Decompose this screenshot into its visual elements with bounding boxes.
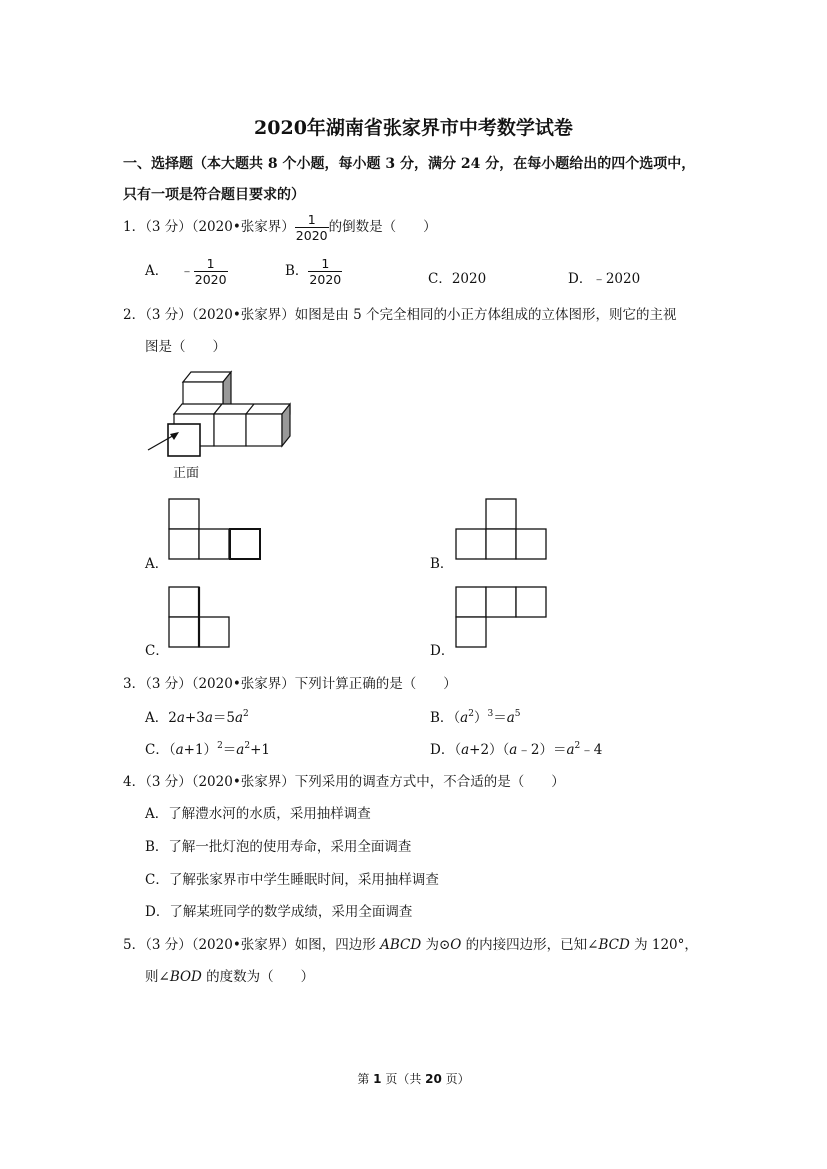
question-4: 4．（3 分）（2020•张家界）下列采用的调查方式中，不合适的是（ ） [123, 774, 565, 790]
q4-option-b: B．了解一批灯泡的使用寿命，采用全面调查 [145, 839, 412, 855]
question-5-line2 [145, 965, 314, 985]
q4-option-c: C．了解张家界市中学生睡眠时间，采用抽样调查 [145, 872, 439, 888]
q3-b-v1: a [460, 710, 469, 726]
q1-option-c: C．2020 [428, 271, 487, 287]
middle-cube-front [214, 414, 246, 446]
q2-option-b: B． [430, 556, 454, 572]
q1-fraction [295, 212, 329, 243]
q5-t2: 为⊙ [421, 937, 451, 953]
q3-a-v3: a [234, 710, 244, 726]
q3-option-b [430, 706, 521, 726]
q3-c-label: C． [145, 742, 169, 758]
q2-option-c: C． [145, 643, 169, 659]
q1-b-label: B． [285, 263, 309, 279]
q3-d-label: D． [430, 742, 455, 758]
q2-option-a-figure [168, 498, 262, 560]
page-title: 2020年湖南省张家界市中考数学试卷 [254, 117, 573, 139]
q3-a-label: A． [145, 710, 169, 726]
q3-b-t2: ） [473, 710, 488, 726]
row-top [214, 404, 290, 414]
q1-a-label: A． [145, 263, 169, 279]
q3-b-exp3: 5 [514, 709, 521, 719]
q1-option-b [285, 256, 342, 287]
q3-c-t4: +1 [250, 742, 270, 758]
q2-option-a: A． [145, 556, 169, 572]
q1-frac-num: 1 [307, 212, 316, 227]
q3-a-t2: +3 [184, 710, 205, 726]
q3-d-t3: ﹣2）＝ [517, 742, 567, 758]
q3-c-exp2: 2 [244, 741, 251, 751]
q3-d-t1: （ [454, 742, 462, 758]
q3-option-a [145, 706, 249, 726]
q4-option-a: A．了解澧水河的水质，采用抽样调查 [145, 806, 371, 822]
q5-v2: O [450, 937, 462, 953]
q3-d-v3: a [566, 742, 575, 758]
question-3: 3．（3 分）（2020•张家界）下列计算正确的是（ ） [123, 676, 457, 692]
q3-a-t1: 2 [168, 710, 177, 726]
question-2-line1: 2．（3 分）（2020•张家界）如图是由 5 个完全相同的小正方体组成的立体图形，则它的主视 [123, 307, 677, 323]
section-heading-line1: 一、选择题（本大题共 8 个小题，每小题 3 分，满分 24 分，在每小题给出的四个选项中， [123, 156, 696, 172]
q3-b-label: B． [430, 710, 454, 726]
q1-a-num: 1 [206, 256, 215, 271]
q1-a-den: 2020 [194, 272, 227, 287]
q3-c-t2: +1） [183, 742, 218, 758]
q2-option-b-figure [455, 498, 549, 560]
q3-b-t1: （ [453, 710, 461, 726]
question-2-line2: 图是（ ） [145, 339, 226, 355]
q3-c-v2: a [236, 742, 245, 758]
q5-t5: 则∠ [145, 969, 170, 985]
q3-d-t4: ﹣4 [580, 742, 603, 758]
q5-v1: ABCD [380, 937, 422, 953]
q5-v4: BOD [169, 969, 202, 985]
footer-p2: 页（共 [381, 1072, 426, 1086]
q1-a-sign: ﹣ [180, 263, 194, 279]
section-heading-line2: 只有一项是符合题目要求的） [123, 187, 305, 203]
footer-p3: 页） [441, 1072, 470, 1086]
footer-p1: 第 [357, 1072, 374, 1086]
q5-t4: 为 120°， [629, 937, 698, 953]
q5-t1: 5．（3 分）（2020•张家界）如图，四边形 [123, 937, 381, 953]
q2-option-d-figure [455, 586, 549, 650]
question-5-line1 [123, 933, 698, 953]
q3-option-c [145, 738, 270, 758]
q1-b-fraction [308, 256, 342, 287]
q3-c-exp1: 2 [217, 741, 223, 751]
q4-option-d: D．了解某班同学的数学成绩，采用全面调查 [145, 904, 413, 920]
q1-option-a [145, 256, 228, 287]
front-cube-front [168, 424, 200, 456]
q2-option-c-figure [168, 586, 232, 650]
q3-b-t3: ＝ [493, 710, 507, 726]
q3-a-exp: 2 [243, 709, 249, 719]
q3-d-v1: a [461, 742, 470, 758]
q5-t6: 的度数为（ ） [201, 969, 315, 985]
q1-a-fraction [194, 256, 228, 287]
page-footer [0, 1070, 827, 1087]
front-label: 正面 [173, 466, 200, 481]
q3-a-t3: ＝5 [212, 710, 235, 726]
footer-page-number: 1 [373, 1072, 382, 1086]
right-cube-front [246, 414, 282, 446]
q3-b-exp1: 2 [468, 709, 474, 719]
q3-c-t3: ＝ [222, 742, 237, 758]
q1-suffix: 的倒数是（ ） [328, 219, 437, 235]
q1-b-num: 1 [321, 256, 330, 271]
q3-c-v1: a [175, 742, 184, 758]
q5-v3: BCD [598, 937, 630, 953]
q3-d-v2: a [509, 742, 518, 758]
q1-b-den: 2020 [309, 272, 342, 287]
footer-total-pages: 20 [425, 1072, 442, 1086]
q3-option-d [430, 738, 602, 758]
q1-option-d: D．﹣2020 [568, 271, 641, 287]
question-1 [123, 212, 437, 243]
q3-d-exp: 2 [574, 741, 581, 751]
q1-frac-den: 2020 [295, 228, 328, 243]
q3-b-exp2: 3 [487, 709, 494, 719]
q3-a-v1: a [176, 710, 185, 726]
q2-option-d: D． [430, 643, 455, 659]
q5-t3: 的内接四边形，已知∠ [461, 937, 599, 953]
q3-d-t2: +2）（ [469, 742, 510, 758]
q3-a-v2: a [204, 710, 213, 726]
q3-b-v2: a [506, 710, 515, 726]
q1-prefix: 1．（3 分）（2020•张家界） [123, 219, 295, 235]
q3-c-t1: （ [168, 742, 176, 758]
q2-cube-figure [130, 362, 310, 482]
